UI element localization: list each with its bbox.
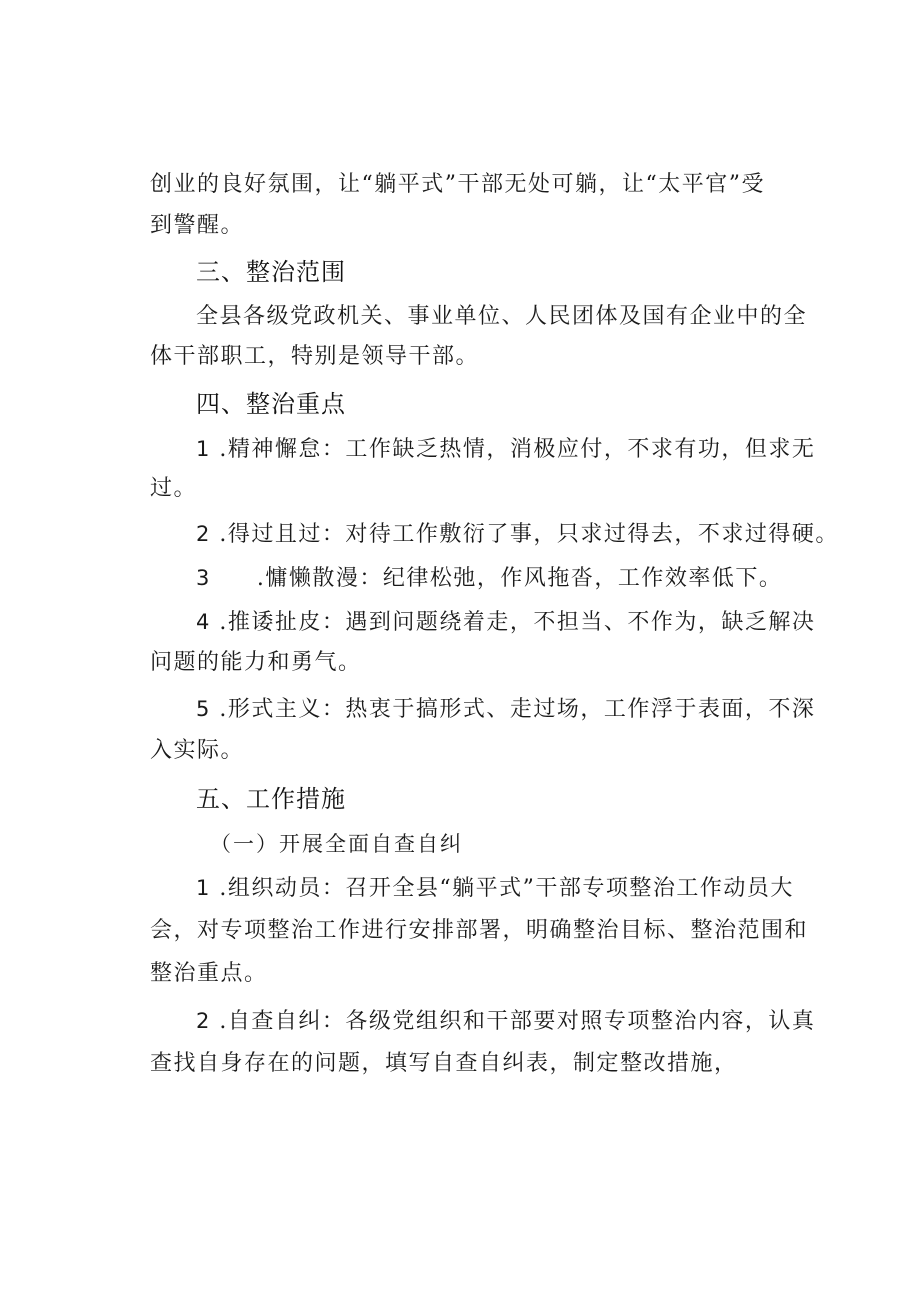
section-3-line-1: 全县各级党政机关、事业单位、人民团体及国有企业中的全 xyxy=(196,304,808,329)
section-3-heading: 三、整治范围 xyxy=(196,258,346,286)
intro-line-2: 到警醒。 xyxy=(150,213,245,238)
focus-item-5-number: 5 xyxy=(196,697,211,721)
section-5-subheading: （一）开展全面自查自纠 xyxy=(210,832,463,856)
focus-item-3-number: 3 xyxy=(196,566,211,590)
focus-item-2-text: .得过且过：对待工作敷衍了事，只求过得去，不求过得硬。 xyxy=(219,522,839,547)
focus-item-5-line-1 xyxy=(196,694,815,725)
focus-item-1-line-1 xyxy=(196,434,815,465)
focus-item-5-text: .形式主义：热衷于搞形式、走过场，工作浮于表面，不深 xyxy=(219,697,816,722)
measure-item-1-line-1 xyxy=(196,873,794,904)
focus-item-4-text: .推诿扯皮：遇到问题绕着走，不担当、不作为，缺乏解决 xyxy=(219,610,816,635)
measure-item-2-line-2: 查找自身存在的问题，填写自查自纠表，制定整改措施， xyxy=(150,1051,738,1076)
measure-item-2-number: 2 xyxy=(196,1009,211,1033)
focus-item-3-line-1 xyxy=(196,563,782,594)
measure-item-1-line-3: 整治重点。 xyxy=(150,961,268,986)
measure-item-2-text: .自查自纠：各级党组织和干部要对照专项整治内容，认真 xyxy=(219,1009,816,1034)
measure-item-1-number: 1 xyxy=(196,876,211,900)
intro-line-1: 创业的良好氛围，让“躺平式”干部无处可躺，让“太平官”受 xyxy=(150,172,765,197)
focus-item-1-text: .精神懈怠：工作缺乏热情，消极应付，不求有功，但求无 xyxy=(219,437,816,462)
focus-item-2-number: 2 xyxy=(196,522,211,546)
section-5-heading: 五、工作措施 xyxy=(196,785,346,813)
measure-item-1-text: .组织动员：召开全县“躺平式”干部专项整治工作动员大 xyxy=(219,876,794,901)
measure-item-1-line-2: 会，对专项整治工作进行安排部署，明确整治目标、整治范围和 xyxy=(150,918,809,943)
focus-item-4-line-2: 问题的能力和勇气。 xyxy=(150,650,362,675)
section-4-heading: 四、整治重点 xyxy=(196,390,346,418)
section-3-line-2: 体干部职工，特别是领导干部。 xyxy=(150,344,480,369)
focus-item-4-line-1 xyxy=(196,607,815,638)
focus-item-1-number: 1 xyxy=(196,437,211,461)
focus-item-1-line-2: 过。 xyxy=(150,476,198,501)
focus-item-5-line-2: 入实际。 xyxy=(150,738,245,763)
focus-item-3-text: .慵懒散漫：纪律松弛，作风拖沓，工作效率低下。 xyxy=(256,566,783,591)
focus-item-2-line-1 xyxy=(196,519,839,550)
focus-item-4-number: 4 xyxy=(196,610,211,634)
measure-item-2-line-1 xyxy=(196,1006,815,1037)
